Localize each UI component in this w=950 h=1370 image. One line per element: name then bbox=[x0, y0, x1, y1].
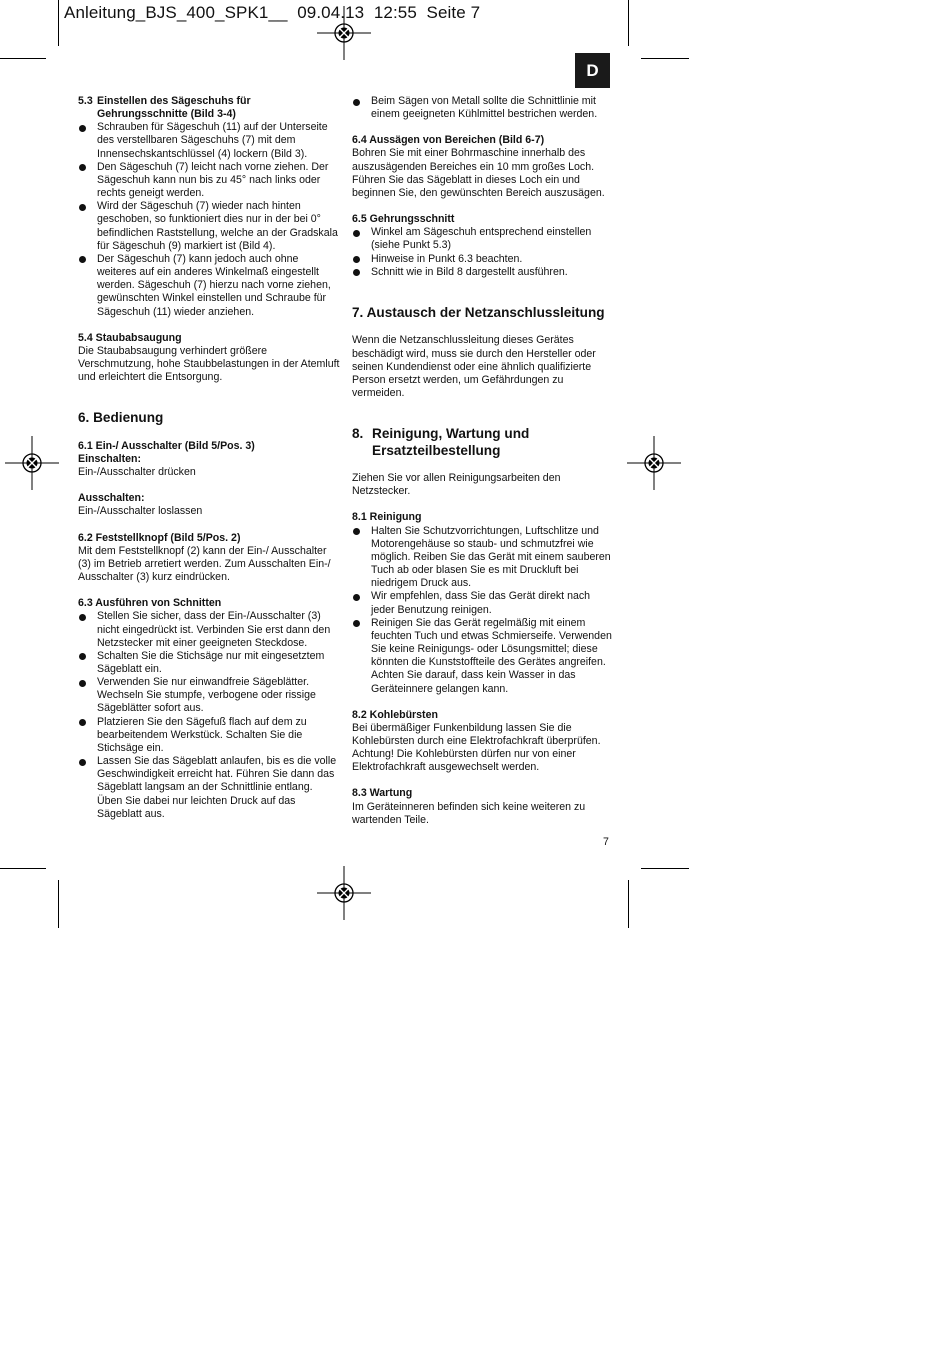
list-item: Beim Sägen von Metall sollte die Schnittlinie mit einem geeigneten Kühlmittel bestrichen werden. bbox=[352, 95, 614, 121]
crop-mark bbox=[58, 880, 59, 928]
chapter-heading: 7. Austausch der Netzanschlussleitung bbox=[352, 304, 605, 320]
list-item: Wir empfehlen, dass Sie das Gerät direkt nach jeder Benutzung reinigen. bbox=[352, 590, 614, 616]
language-badge: D bbox=[575, 53, 610, 88]
paragraph: Mit dem Feststellknopf (2) kann der Ein-/ Ausschalter (3) im Betrieb arretiert werden. Zum Ausschalten Ein-/ Ausschalter (3) kurz eindrücken. bbox=[78, 544, 331, 584]
list-item: Schrauben für Sägeschuh (11) auf der Unterseite des verstellbaren Sägeschuhs (7) mit dem Innensechskantschlüssel (4) lockern (Bild 3). bbox=[78, 121, 340, 160]
chapter-title: Reinigung, Wartung und Ersatzteilbestellung bbox=[372, 426, 530, 458]
chapter-heading: 6. Bedienung bbox=[78, 410, 164, 426]
paragraph: Bohren Sie mit einer Bohrmaschine innerhalb des auszusägenden Bereiches ein 10 mm großes Loch. Führen Sie das Sägeblatt in dieses Loch ein und beginnen Sie, den gewünschten Bereich auszusägen. bbox=[352, 147, 605, 199]
section-title: 6.5 Gehrungsschnitt bbox=[352, 213, 455, 226]
list-item: Schnitt wie in Bild 8 dargestellt ausführen. bbox=[352, 266, 614, 279]
section-title: 8.1 Reinigung bbox=[352, 511, 422, 524]
page-number: 7 bbox=[603, 836, 609, 848]
crop-mark bbox=[628, 880, 629, 928]
section-number: 5.3 bbox=[78, 95, 93, 107]
chapter-number: 8. bbox=[352, 426, 364, 442]
list-item: Stellen Sie sicher, dass der Ein-/Ausschalter (3) nicht eingedrückt ist. Verbinden Sie erst dann den Netzstecker mit einer geeigneten Steckdose. bbox=[78, 610, 340, 649]
right-column bbox=[352, 95, 614, 827]
list-item: Hinweise in Punkt 6.3 beachten. bbox=[352, 253, 614, 266]
section-title: 6.4 Aussägen von Bereichen (Bild 6-7) bbox=[352, 134, 545, 147]
section-title: 6.1 Ein-/ Ausschalter (Bild 5/Pos. 3) bbox=[78, 439, 255, 452]
section-title: 6.2 Feststellknopf (Bild 5/Pos. 2) bbox=[78, 531, 241, 544]
list-item: Der Sägeschuh (7) kann jedoch auch ohne weiteres auf ein anderes Winkelmaß eingestellt werden. Sägeschuh (7) hierzu nach vorne ziehen, gewünschten Winkel einstellen und Schraube für Sägeschuh (11) wieder anziehen. bbox=[78, 253, 340, 319]
crop-mark bbox=[0, 58, 46, 59]
subheading: Ausschalten: bbox=[78, 492, 145, 505]
section-title: 5.4 Staubabsaugung bbox=[78, 331, 182, 344]
list-item: Platzieren Sie den Sägefuß flach auf dem zu bearbeitendem Werkstück. Schalten Sie die Stichsäge ein. bbox=[78, 716, 340, 755]
crop-mark bbox=[641, 58, 689, 59]
crop-mark bbox=[58, 0, 59, 46]
section-title: 8.2 Kohlebürsten bbox=[352, 708, 438, 721]
crop-mark bbox=[641, 868, 689, 869]
list-item: Lassen Sie das Sägeblatt anlaufen, bis es die volle Geschwindigkeit erreicht hat. Führen Sie dann das Sägeblatt langsam an der Schnittlinie entlang. Üben Sie dabei nur leichten Druck auf das Sägeblatt aus. bbox=[78, 755, 340, 821]
list-item: Den Sägeschuh (7) leicht nach vorne ziehen. Der Sägeschuh kann nun bis zu 45° nach links oder rechts geneigt werden. bbox=[78, 161, 340, 200]
list-item: Wird der Sägeschuh (7) wieder nach hinten geschoben, so funktioniert dies nur in der bei 0° befindlichen Raststellung, welche an der Gradskala für Sägeschuh (9) markiert ist (Bild 4). bbox=[78, 200, 340, 253]
section-title: Einstellen des Sägeschuhs für Gehrungsschnitte (Bild 3-4) bbox=[97, 95, 251, 121]
paragraph: Wenn die Netzanschlussleitung dieses Gerätes beschädigt wird, muss sie durch den Hersteller oder seinen Kundendienst oder eine ähnlich qualifizierte Person ersetzt werden, um Gefährdungen zu vermeiden. bbox=[352, 334, 596, 399]
registration-mark-icon bbox=[317, 866, 371, 920]
paragraph: Ein-/Ausschalter drücken bbox=[78, 466, 196, 479]
registration-mark-icon bbox=[627, 436, 681, 490]
list-item: Winkel am Sägeschuh entsprechend einstellen (siehe Punkt 5.3) bbox=[352, 226, 614, 252]
paragraph: Ein-/Ausschalter loslassen bbox=[78, 505, 203, 518]
list-item: Halten Sie Schutzvorrichtungen, Luftschlitze und Motorengehäuse so staub- und schmutzfrei wie möglich. Reiben Sie das Gerät mit einem sauberen Tuch ab oder blasen Sie es mit Druckluft bei niedrigem Druck aus. bbox=[352, 525, 614, 591]
paragraph: Ziehen Sie vor allen Reinigungsarbeiten den Netzstecker. bbox=[352, 472, 561, 498]
registration-mark-icon bbox=[5, 436, 59, 490]
section-title: 8.3 Wartung bbox=[352, 787, 413, 800]
paragraph: Die Staubabsaugung verhindert größere Verschmutzung, hohe Staubbelastungen in der Atemluft und erleichtert die Entsorgung. bbox=[78, 344, 340, 384]
section-title: 6.3 Ausführen von Schnitten bbox=[78, 597, 222, 610]
crop-mark bbox=[628, 0, 629, 46]
paragraph: Bei übermäßiger Funkenbildung lassen Sie die Kohlebürsten durch eine Elektrofachkraft überprüfen. Achtung! Die Kohlebürsten dürfen nur von einer Elektrofachkraft ausgewechselt werden. bbox=[352, 721, 601, 774]
list-item: Verwenden Sie nur einwandfreie Sägeblätter. Wechseln Sie stumpfe, verbogene oder rissige Sägeblätter sofort aus. bbox=[78, 676, 340, 715]
print-header: Anleitung_BJS_400_SPK1__ 09.04.13 12:55 Seite 7 bbox=[64, 3, 481, 22]
crop-mark bbox=[0, 868, 46, 869]
chapter-heading bbox=[352, 426, 614, 459]
registration-mark-icon bbox=[317, 6, 371, 60]
section-5-3 bbox=[78, 95, 340, 121]
list-item: Schalten Sie die Stichsäge nur mit eingesetztem Sägeblatt ein. bbox=[78, 650, 340, 676]
left-column bbox=[78, 95, 340, 821]
subheading: Einschalten: bbox=[78, 452, 141, 465]
paragraph: Im Geräteinneren befinden sich keine weiteren zu wartenden Teile. bbox=[352, 800, 586, 826]
list-item: Reinigen Sie das Gerät regelmäßig mit einem feuchten Tuch und etwas Schmierseife. Verwenden Sie keine Reinigungs- oder Lösungsmittel; diese könnten die Kunststoffteile des Gerätes angreifen. Achten Sie darauf, dass kein Wasser in das Geräteinnere gelangen kann. bbox=[352, 617, 614, 696]
